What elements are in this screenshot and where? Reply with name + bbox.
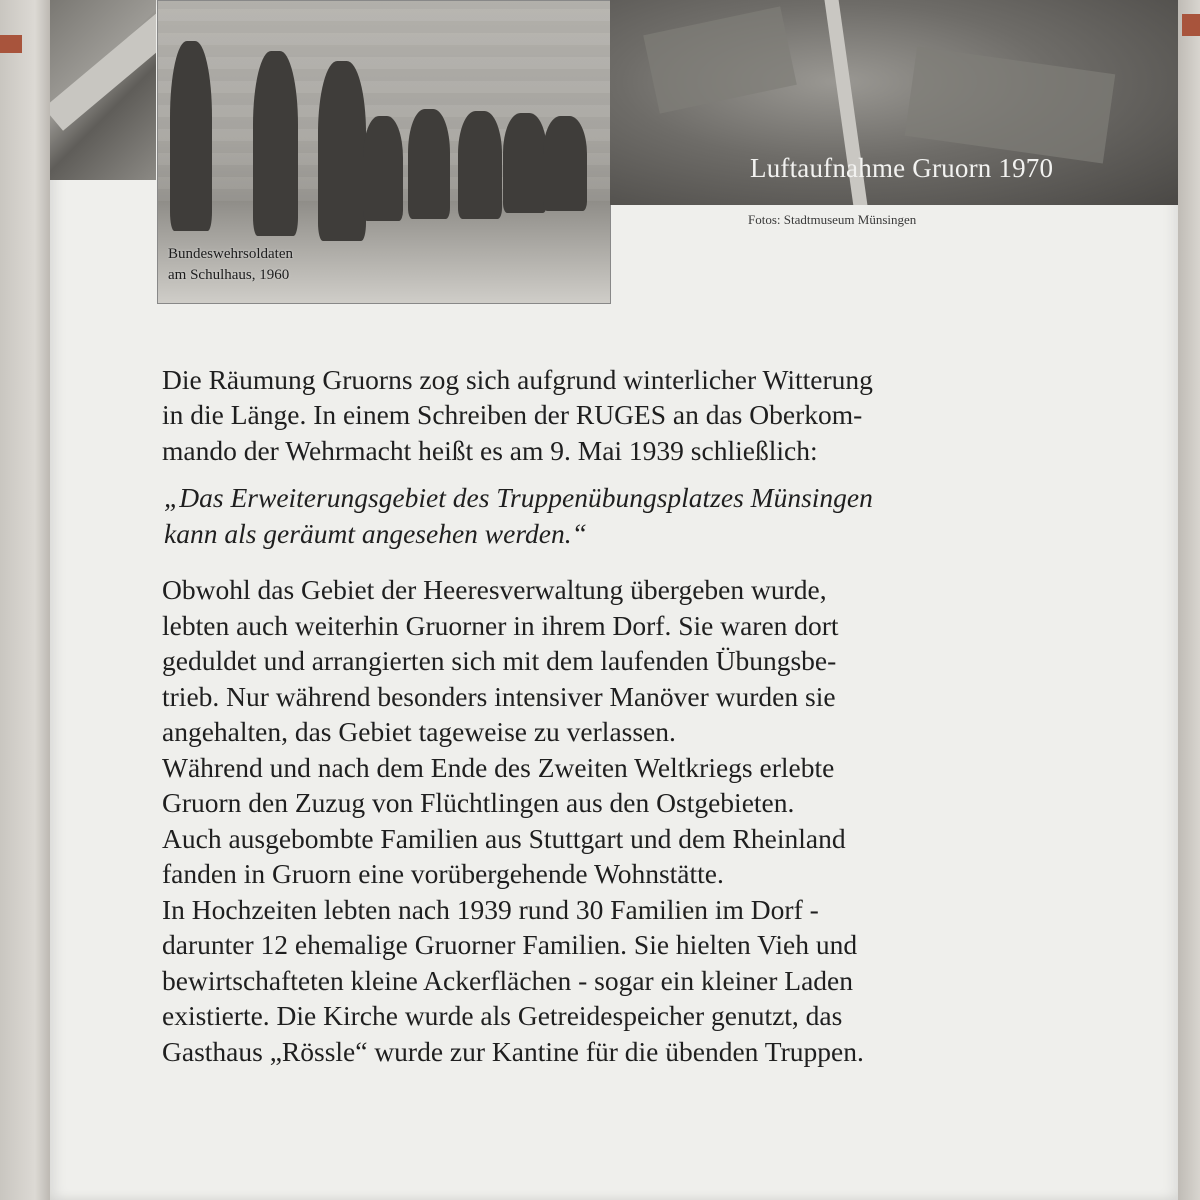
wall-trim-left xyxy=(0,35,22,53)
aerial-field xyxy=(905,47,1116,164)
wall-left xyxy=(0,0,50,1200)
aerial-caption: Luftaufnahme Gruorn 1970 xyxy=(750,153,1054,183)
text-line: angehalten, das Gebiet tageweise zu verlassen. xyxy=(162,716,676,748)
text-line: lebten auch weiterhin Gruorner in ihrem Dorf. Sie waren dort xyxy=(162,609,839,641)
text-line: fanden in Gruorn eine vorübergehende Wohnstätte. xyxy=(162,858,724,890)
wall-trim-right xyxy=(1182,14,1200,36)
caption-line: am Schulhaus, 1960 xyxy=(168,267,290,283)
soldiers-caption xyxy=(168,244,368,286)
text-line: darunter 12 ehemalige Gruorner Familien. Sie hielten Vieh und xyxy=(162,929,858,961)
text-line: in die Länge. In einem Schreiben der RUGES an das Oberkom- xyxy=(162,399,863,431)
wall-right xyxy=(1175,0,1200,1200)
text-line: bewirtschafteten kleine Ackerflächen - sogar ein kleiner Laden xyxy=(162,964,853,996)
quote-line: kann als geräumt angesehen werden.“ xyxy=(164,518,587,550)
text-line: Die Räumung Gruorns zog sich aufgrund winterlicher Witterung xyxy=(162,364,873,395)
text-line: Auch ausgebombte Familien aus Stuttgart und dem Rheinland xyxy=(162,822,846,854)
text-line: Obwohl das Gebiet der Heeresverwaltung übergeben wurde, xyxy=(162,574,827,606)
quote-line: „Das Erweiterungsgebiet des Truppenübungsplatzes Münsingen xyxy=(164,482,873,514)
partial-photo-left xyxy=(50,0,156,180)
quote xyxy=(162,480,1062,552)
aerial-field xyxy=(643,6,797,113)
soldier-figure xyxy=(408,109,450,219)
soldier-figure xyxy=(503,113,547,213)
photo-credit: Fotos: Stadtmuseum Münsingen xyxy=(748,212,917,227)
paragraph-intro xyxy=(162,362,1062,468)
text-line: mando der Wehrmacht heißt es am 9. Mai 1939 schließlich: xyxy=(162,434,818,466)
text-line: Während und nach dem Ende des Zweiten Weltkriegs erlebte xyxy=(162,751,835,783)
main-text xyxy=(162,362,1062,1069)
text-line: existierte. Die Kirche wurde als Getreidespeicher genutzt, das xyxy=(162,1000,843,1032)
soldier-figure xyxy=(363,116,403,221)
paragraph-main xyxy=(162,572,1062,1069)
soldier-figure xyxy=(458,111,502,219)
text-line: Gruorn den Zuzug von Flüchtlingen aus den Ostgebieten. xyxy=(162,787,795,819)
soldier-figure xyxy=(543,116,587,211)
text-line: geduldet und arrangierten sich mit dem laufenden Übungsbe- xyxy=(162,645,837,677)
soldier-figure xyxy=(318,61,366,241)
caption-line: Bundeswehrsoldaten xyxy=(168,246,293,262)
text-line: In Hochzeiten lebten nach 1939 rund 30 Familien im Dorf - xyxy=(162,893,819,925)
text-line: Gasthaus „Rössle“ wurde zur Kantine für die übenden Truppen. xyxy=(162,1035,864,1067)
text-line: trieb. Nur während besonders intensiver Manöver wurden sie xyxy=(162,680,836,712)
soldier-figure xyxy=(170,41,212,231)
soldier-figure xyxy=(253,51,298,236)
